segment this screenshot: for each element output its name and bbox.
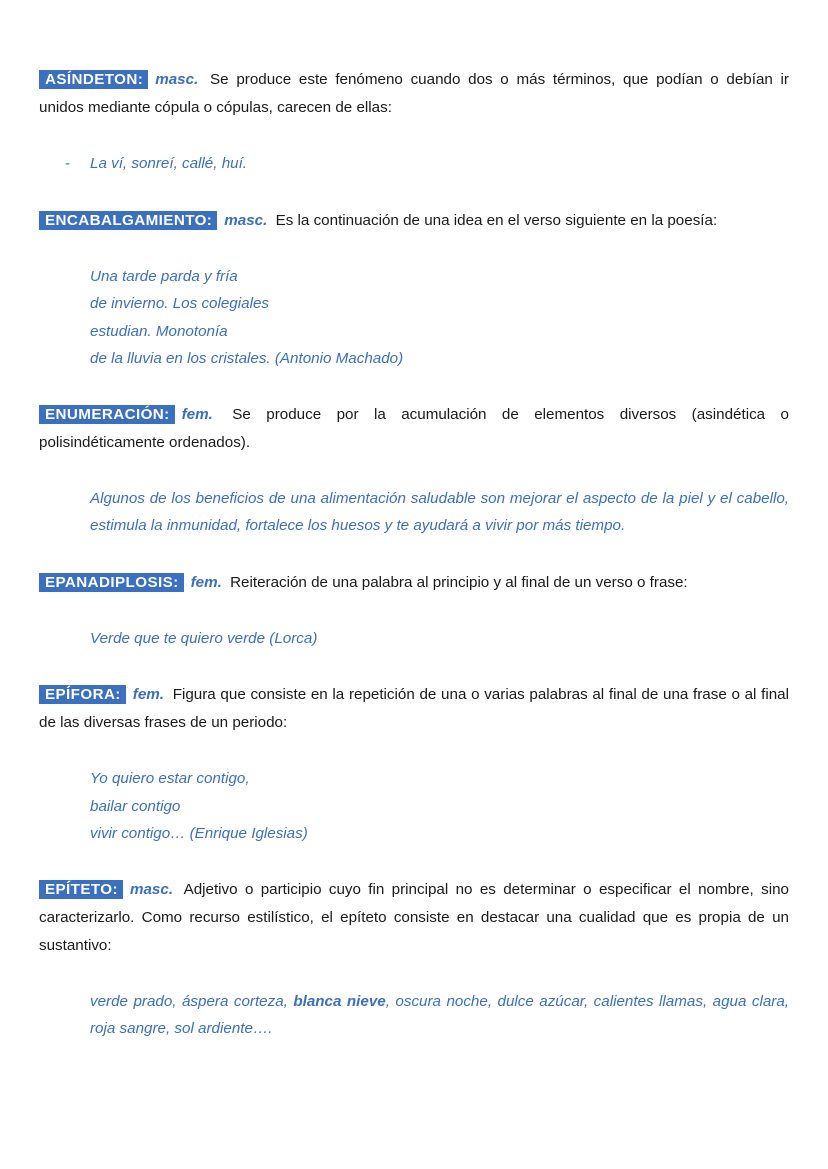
entry-enumeracion xyxy=(39,401,789,540)
gender-label: masc. xyxy=(224,211,268,229)
example-verse xyxy=(39,765,789,848)
glossary-page xyxy=(39,66,789,1043)
verse-line: Una tarde parda y fría xyxy=(90,267,238,285)
example-paragraph xyxy=(39,988,789,1043)
verse-line: de la lluvia en los cristales. (Antonio Machado) xyxy=(90,350,404,367)
example-text-after: , oscura noche, dulce azúcar, calientes llamas, agua clara, roja sangre, sol ardiente…. xyxy=(90,992,789,1037)
term-label: ENCABALGAMIENTO: xyxy=(39,211,217,230)
definition xyxy=(39,401,789,457)
gender-label: masc. xyxy=(155,71,199,88)
definition-text: Es la continuación de una idea en el verso siguiente en la poesía: xyxy=(275,211,718,229)
definition xyxy=(39,569,789,597)
gender-label: fem. xyxy=(181,405,213,423)
example-line: La ví, sonreí, callé, huí. xyxy=(90,155,248,172)
definition xyxy=(39,876,789,960)
verse-line: bailar contigo xyxy=(90,797,181,815)
example-text-before: verde prado, áspera corteza, xyxy=(90,992,294,1010)
definition xyxy=(39,207,789,235)
term-label: ENUMERACIÓN: xyxy=(39,405,175,424)
example-verse xyxy=(39,625,789,653)
entry-epanadiplosis xyxy=(39,569,789,653)
entry-epiteto xyxy=(39,876,789,1043)
definition-text: Adjetivo o participio cuyo fin principal no es determinar o especificar el nombre, sino caracterizarlo. Como recurso estilístico, el epíteto consiste en destacar una cualidad que es propia de un sustantivo: xyxy=(39,880,789,954)
entry-encabalgamiento xyxy=(39,207,789,373)
term-label: EPÍTETO: xyxy=(39,880,123,899)
example-text: Algunos de los beneficios de una alimentación saludable son mejorar el aspecto de la piel y el cabello, estimula la inmunidad, fortalece los huesos y te ayudará a vivir por más tiempo. xyxy=(90,489,789,534)
example-text-bold: blanca nieve xyxy=(293,992,386,1010)
term-label: EPÍFORA: xyxy=(39,685,126,704)
example-list xyxy=(39,150,789,178)
verse-line: de invierno. Los colegiales xyxy=(90,295,269,312)
definition-text: Se produce por la acumulación de elementos diversos (asindética o polisindéticamente ordenados). xyxy=(39,405,789,451)
entry-epifora xyxy=(39,681,789,848)
term-label: ASÍNDETON: xyxy=(39,70,148,89)
definition-text: Figura que consiste en la repetición de una o varias palabras al final de una frase o al final de las diversas frases de un periodo: xyxy=(39,686,789,731)
gender-label: fem. xyxy=(132,686,164,703)
definition xyxy=(39,66,789,122)
verse-line: Verde que te quiero verde (Lorca) xyxy=(90,629,318,647)
bullet-dash: - xyxy=(65,155,71,172)
term-label: EPANADIPLOSIS: xyxy=(39,573,184,592)
entry-asindeton xyxy=(39,66,789,178)
example-verse xyxy=(39,263,789,373)
verse-line: Yo quiero estar contigo, xyxy=(90,770,250,787)
definition xyxy=(39,681,789,737)
verse-line: estudian. Monotonía xyxy=(90,322,228,340)
definition-text: Se produce este fenómeno cuando dos o más términos, que podían o debían ir unidos mediante cópula o cópulas, carecen de ellas: xyxy=(39,71,789,116)
gender-label: fem. xyxy=(190,573,222,591)
example-paragraph xyxy=(39,485,789,540)
verse-line: vivir contigo… (Enrique Iglesias) xyxy=(90,825,308,842)
definition-text: Reiteración de una palabra al principio y al final de un verso o frase: xyxy=(230,573,688,591)
gender-label: masc. xyxy=(129,880,174,898)
